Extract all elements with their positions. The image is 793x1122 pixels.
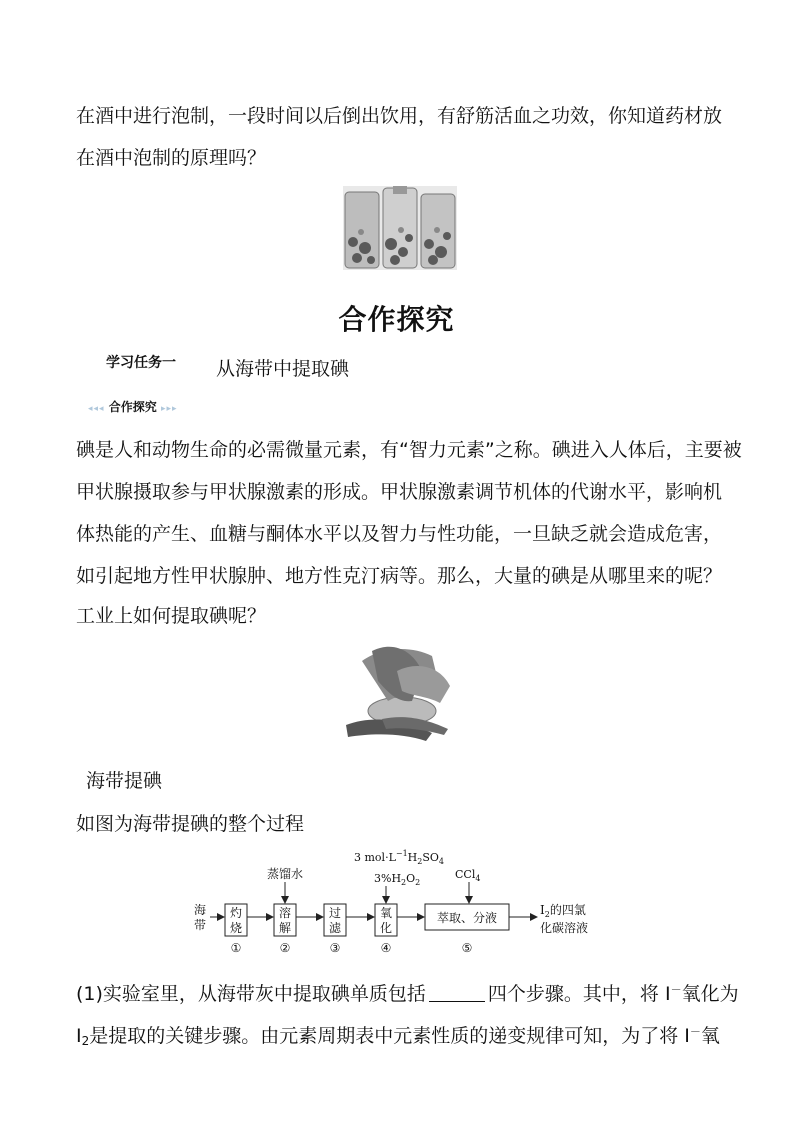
step-1-line-2: 烧 <box>229 921 243 935</box>
kelp-photo <box>342 641 454 745</box>
step-4-line-2: 化 <box>379 921 393 935</box>
body-line-5: 工业上如何提取碘呢？ <box>76 605 267 627</box>
kelp-iodine-flowchart <box>188 848 608 963</box>
reagent-sulfuric-acid: 3 $mol\cdot L^{-1}H_2SO_4$ <box>354 849 445 866</box>
herbal-wine-jars-photo <box>343 186 457 270</box>
body-line-1: 碘是人和动物生命的必需微量元素，有“智力元素”之称。碘进入人体后，主要被 <box>76 439 742 461</box>
task-label: 学习任务一 <box>106 355 176 371</box>
product-line-1: $I_2$的四氯 <box>540 903 586 919</box>
answer-blank[interactable] <box>429 983 485 1002</box>
body-line-4: 如引起地方性甲状腺肿、地方性克汀病等。那么，大量的碘是从哪里来的呢？ <box>76 565 723 587</box>
step-5-label: 萃取、分液 <box>436 911 498 925</box>
step-3-line-1: 过 <box>328 906 342 920</box>
reagent-hydrogen-peroxide: $3\%H_2O_2$ <box>374 872 421 887</box>
step-1-line-1: 灼 <box>229 906 243 920</box>
product-line-2: 化碳溶液 <box>540 921 589 935</box>
step-2-number: ② <box>279 941 291 955</box>
intro-line-1: 在酒中进行泡制，一段时间以后倒出饮用，有舒筋活血之功效，你知道药材放 <box>76 105 723 127</box>
step-2-line-2: 解 <box>278 921 292 935</box>
reagent-distilled-water: 蒸馏水 <box>266 867 304 881</box>
step-4-line-1: 氧 <box>379 906 393 920</box>
figure-caption: 如图为海带提碘的整个过程 <box>76 813 305 835</box>
start-char-2: 带 <box>193 918 207 932</box>
step-5-number: ⑤ <box>461 941 473 955</box>
right-dots-icon: ▸▸▸ <box>160 404 178 414</box>
cooperative-inquiry-tag <box>88 398 210 416</box>
body-line-3: 体热能的产生、血糖与酮体水平以及智力与性功能，一旦缺乏就会造成危害， <box>76 523 723 545</box>
step-3-line-2: 滤 <box>328 921 342 935</box>
reagent-ccl4: CCl$_4$ <box>455 868 481 883</box>
step-2-line-1: 溶 <box>278 906 292 920</box>
question-line-1: (1)实验室里，从海带灰中提取碘单质包括 四个步骤。其中，将 I－氧化为 <box>76 983 739 1005</box>
start-char-1: 海 <box>193 903 207 917</box>
subheading: 海带提碘 <box>86 770 163 792</box>
step-3-number: ③ <box>329 941 341 955</box>
section-title: 合作探究 <box>338 303 455 336</box>
question-line-2: $I_2$是提取的关键步骤。由元素周期表中元素性质的递变规律可知，为了将 I－氧 <box>76 1025 720 1048</box>
tag-label: 合作探究 <box>108 400 157 414</box>
step-4-number: ④ <box>380 941 392 955</box>
intro-line-2: 在酒中泡制的原理吗？ <box>76 147 267 169</box>
body-line-2: 甲状腺摄取参与甲状腺激素的形成。甲状腺激素调节机体的代谢水平，影响机 <box>76 481 723 503</box>
left-dots-icon: ◂◂◂ <box>88 404 105 414</box>
step-1-number: ① <box>230 941 242 955</box>
task-title: 从海带中提取碘 <box>216 358 350 380</box>
